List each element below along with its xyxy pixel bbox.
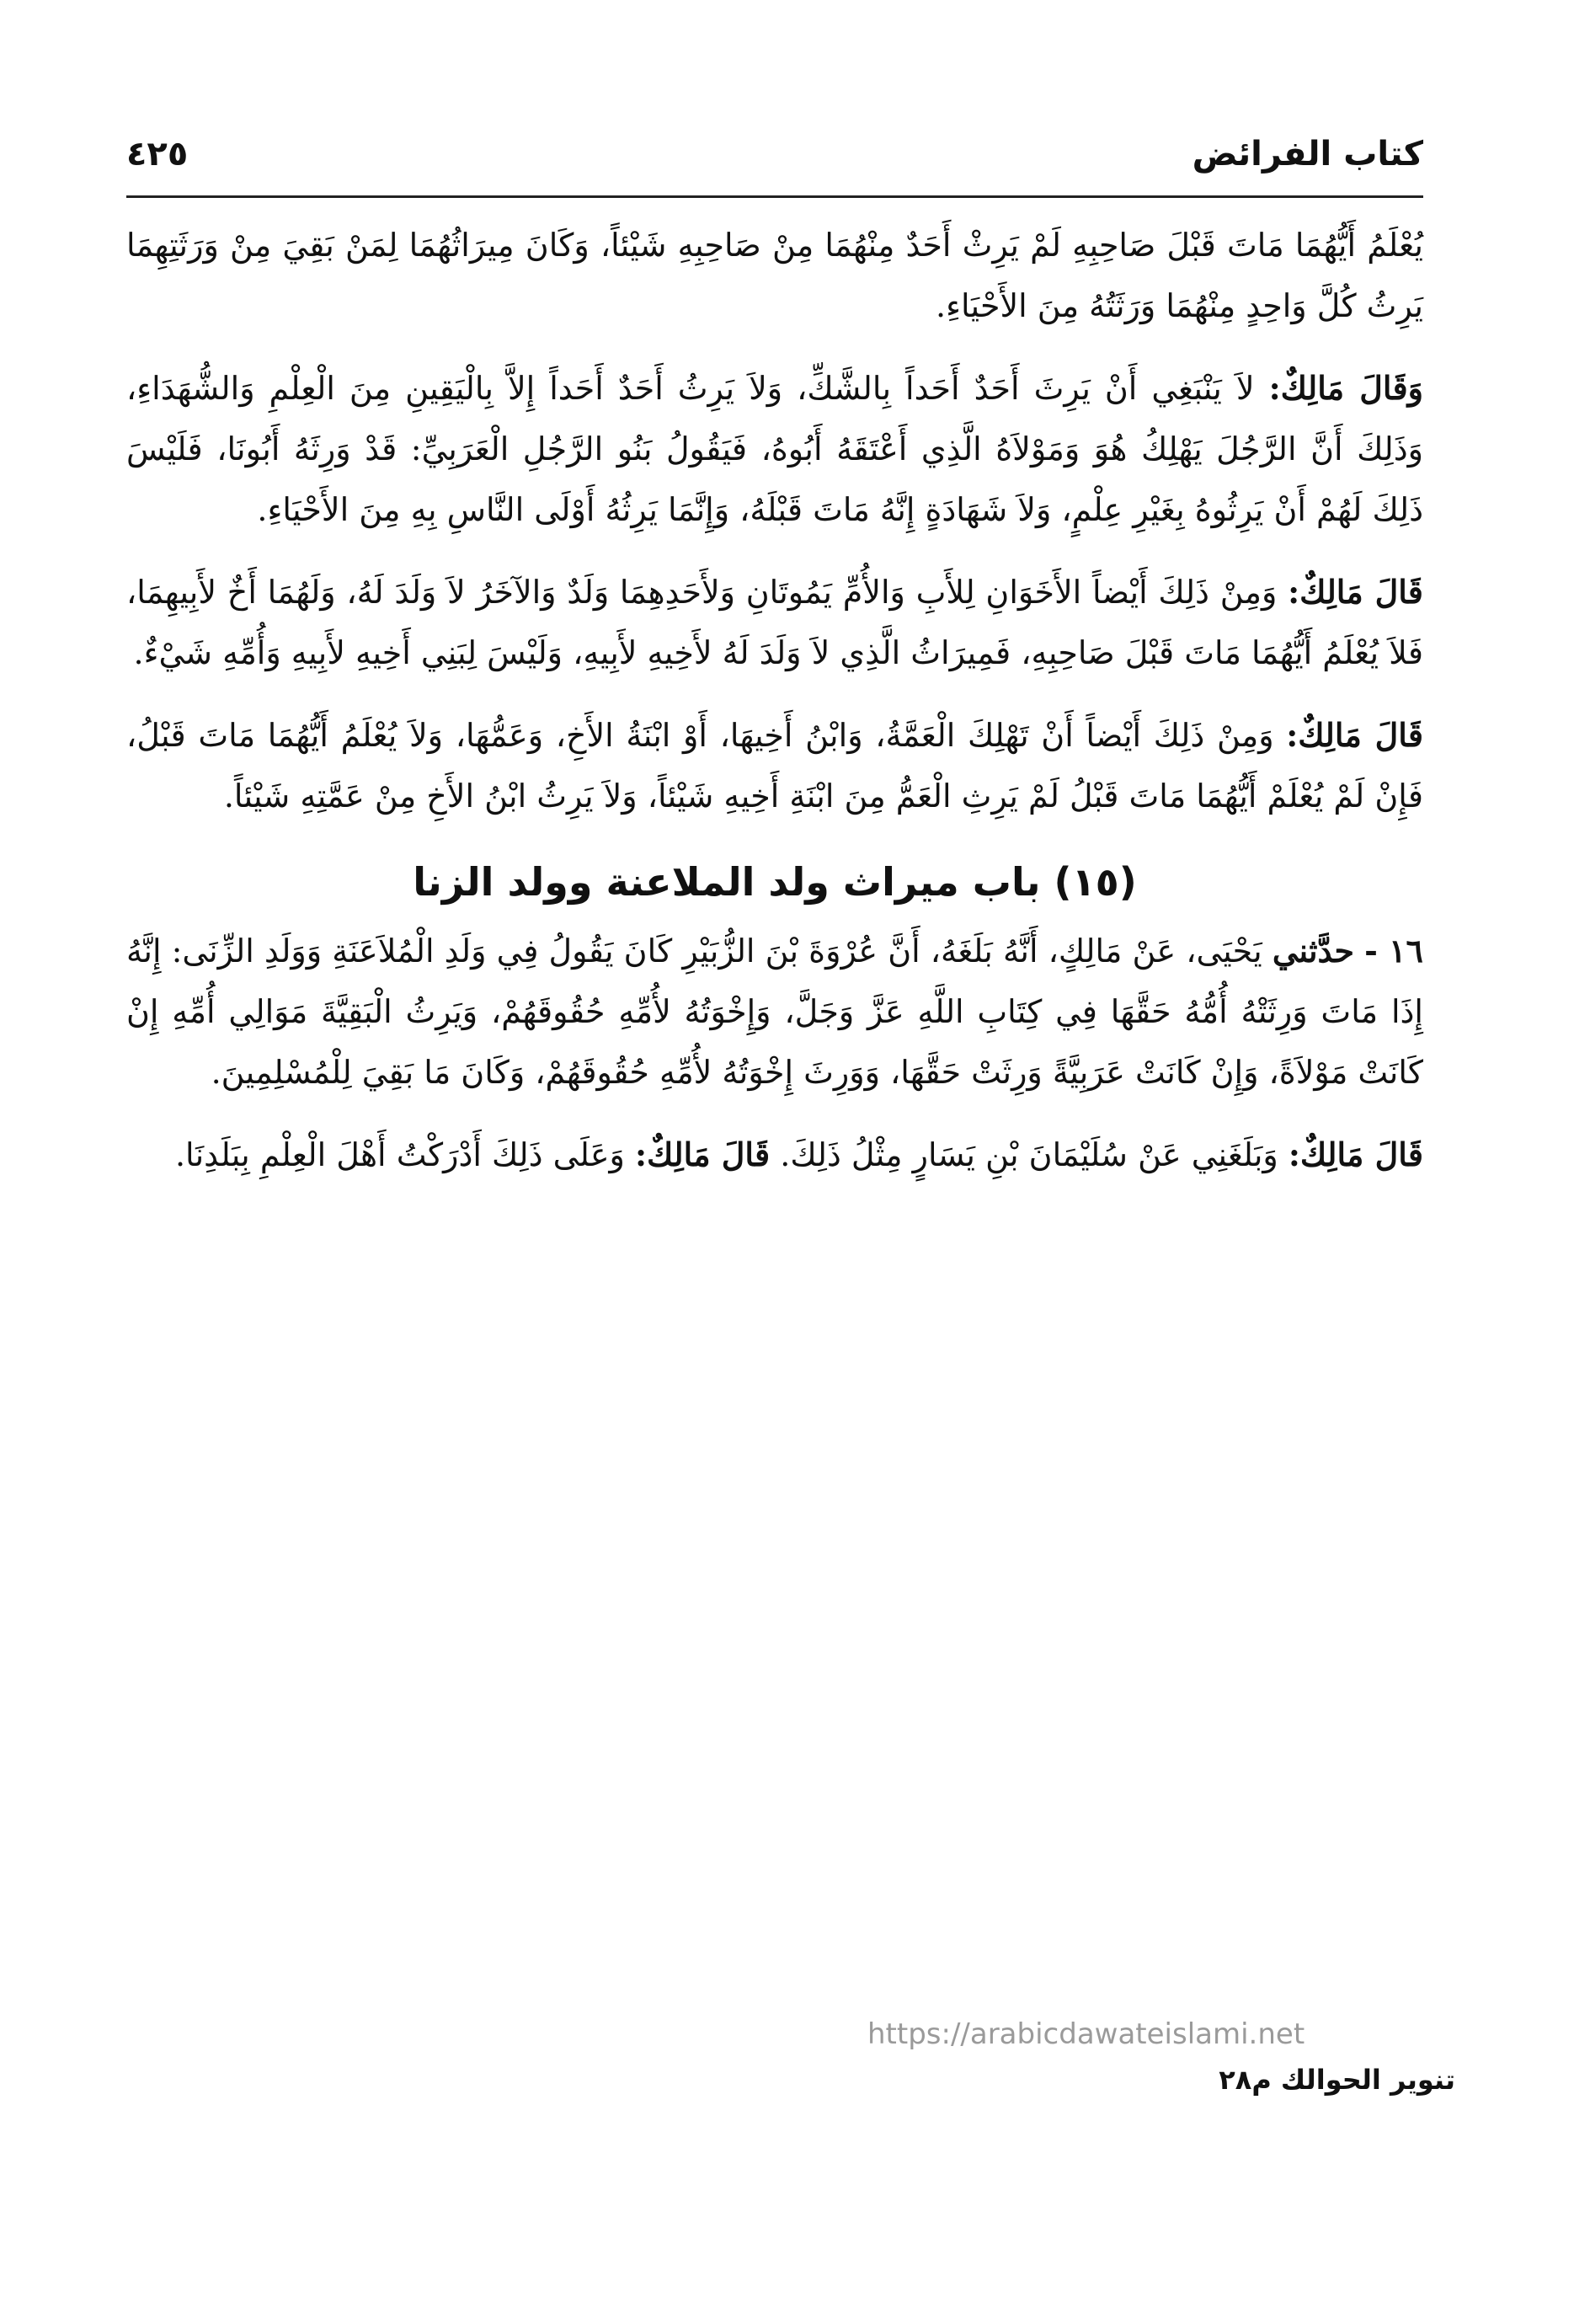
closing-text-2: وَعَلَى ذَلِكَ أَدْرَكْتُ أَهْلَ الْعِلْمِ بِبَلَدِنَا. [174, 1136, 625, 1173]
book-chapter-title: كتاب الفرائض [1192, 135, 1423, 174]
paragraph-text: وَمِنْ ذَلِكَ أَيْضاً أَنْ تَهْلِكَ الْعَمَّةُ، وَابْنُ أَخِيهَا، أَوْ ابْنَةُ الأَخِ، وَعَمُّهَا، وَلاَ يُعْلَمُ أَيُّهُمَا مَاتَ قَبْلُ، فَإِنْ لَمْ يُعْلَمْ أَيُّهُمَا مَاتَ قَبْلُ لَمْ يَرِثِ الْعَمُّ مِنَ ابْنَةِ أَخِيهِ شَيْئاً، وَلاَ يَرِثُ ابْنُ الأَخِ مِنْ عَمَّتِهِ شَيْئاً. [126, 717, 1423, 815]
section-heading: (١٥) باب ميراث ولد الملاعنة وولد الزنا [413, 859, 1137, 905]
paragraph-malik-2 [126, 562, 1423, 683]
speaker-label: قَالَ مَالِكٌ: [1288, 1135, 1423, 1173]
closing-text-1: وَبَلَغَنِي عَنْ سُلَيْمَانَ بْنِ يَسَارٍ مِثْلُ ذَلِكَ. [780, 1136, 1278, 1173]
paragraph-malik-1 [126, 358, 1423, 540]
footer-signature: تنوير الحوالك م٢٨ [1219, 2064, 1455, 2096]
paragraph-continuation [126, 215, 1423, 336]
paragraph-malik-3 [126, 705, 1423, 826]
hadith-number: ١٦ - [1364, 932, 1423, 970]
hadith-lead-word: حدَّثني [1272, 932, 1354, 970]
paragraph-text: لاَ يَنْبَغِي أَنْ يَرِثَ أَحَدٌ أَحَداً بِالشَّكِّ، وَلاَ يَرِثُ أَحَدٌ أَحَداً إِلاَّ بِالْيَقِينِ مِنَ الْعِلْمِ وَالشُّهَدَاءِ، وَذَلِكَ أَنَّ الرَّجُلَ يَهْلِكُ هُوَ وَمَوْلاَهُ الَّذِي أَعْتَقَهُ أَبُوهُ، فَيَقُولُ بَنُو الرَّجُلِ الْعَرَبِيِّ: قَدْ وَرِثَهُ أَبُونَا، فَلَيْسَ ذَلِكَ لَهُمْ أَنْ يَرِثُوهُ بِغَيْرِ عِلْمٍ، وَلاَ شَهَادَةٍ إِنَّهُ مَاتَ قَبْلَهُ، وَإِنَّمَا يَرِثُهُ أَوْلَى النَّاسِ بِهِ مِنَ الأَحْيَاءِ. [126, 370, 1423, 528]
page-number: ٤٢٥ [126, 135, 189, 174]
page-header [126, 126, 1423, 194]
paragraph-text: يُعْلَمُ أَيُّهُمَا مَاتَ قَبْلَ صَاحِبِهِ لَمْ يَرِثْ أَحَدٌ مِنْهُمَا مِنْ صَاحِبِهِ شَيْئاً، وَكَانَ مِيرَاثُهُمَا لِمَنْ بَقِيَ مِنْ وَرَثَتِهِمَا يَرِثُ كُلَّ وَاحِدٍ مِنْهُمَا وَرَثَتُهُ مِنَ الأَحْيَاءِ. [126, 227, 1423, 324]
hadith-paragraph [126, 921, 1423, 1103]
header-divider [126, 195, 1423, 198]
closing-paragraph [126, 1125, 1423, 1185]
speaker-label: قَالَ مَالِكٌ: [1286, 716, 1423, 754]
speaker-label-2: قَالَ مَالِكٌ: [634, 1135, 771, 1173]
page-body [126, 215, 1423, 1207]
speaker-label: وَقَالَ مَالِكٌ: [1268, 369, 1423, 407]
speaker-label: قَالَ مَالِكٌ: [1288, 573, 1423, 611]
hadith-text: يَحْيَى، عَنْ مَالِكٍ، أَنَّهُ بَلَغَهُ، أَنَّ عُرْوَةَ بْنَ الزُّبَيْرِ كَانَ يَقُولُ فِي وَلَدِ الْمُلاَعَنَةِ وَوَلَدِ الزِّنَى: إِنَّهُ إِذَا مَاتَ وَرِثَتْهُ أُمُّهُ حَقَّهَا فِي كِتَابِ اللَّهِ عَزَّ وَجَلَّ، وَإِخْوَتُهُ لأُمِّهِ حُقُوقَهُمْ، وَيَرِثُ الْبَقِيَّةَ مَوَالِي أُمِّهِ إِنْ كَانَتْ مَوْلاَةً، وَإِنْ كَانَتْ عَرَبِيَّةً وَرِثَتْ حَقَّهَا، وَوَرِثَ إِخْوَتُهُ لأُمِّهِ حُقُوقَهُمْ، وَكَانَ مَا بَقِيَ لِلْمُسْلِمِينَ. [126, 932, 1423, 1091]
watermark-url: https://arabicdawateislami.net [867, 2017, 1305, 2051]
paragraph-text: وَمِنْ ذَلِكَ أَيْضاً الأَخَوَانِ لِلأَبِ وَالأُمِّ يَمُوتَانِ وَلأَحَدِهِمَا وَلَدٌ وَالآخَرُ لاَ وَلَدَ لَهُ، وَلَهُمَا أَخٌ لأَبِيهِمَا، فَلاَ يُعْلَمُ أَيُّهُمَا مَاتَ قَبْلَ صَاحِبِهِ، فَمِيرَاثُ الَّذِي لاَ وَلَدَ لَهُ لأَخِيهِ لأَبِيهِ، وَلَيْسَ لِبَنِي أَخِيهِ لأَبِيهِ وَأُمِّهِ شَيْءٌ. [126, 574, 1423, 671]
